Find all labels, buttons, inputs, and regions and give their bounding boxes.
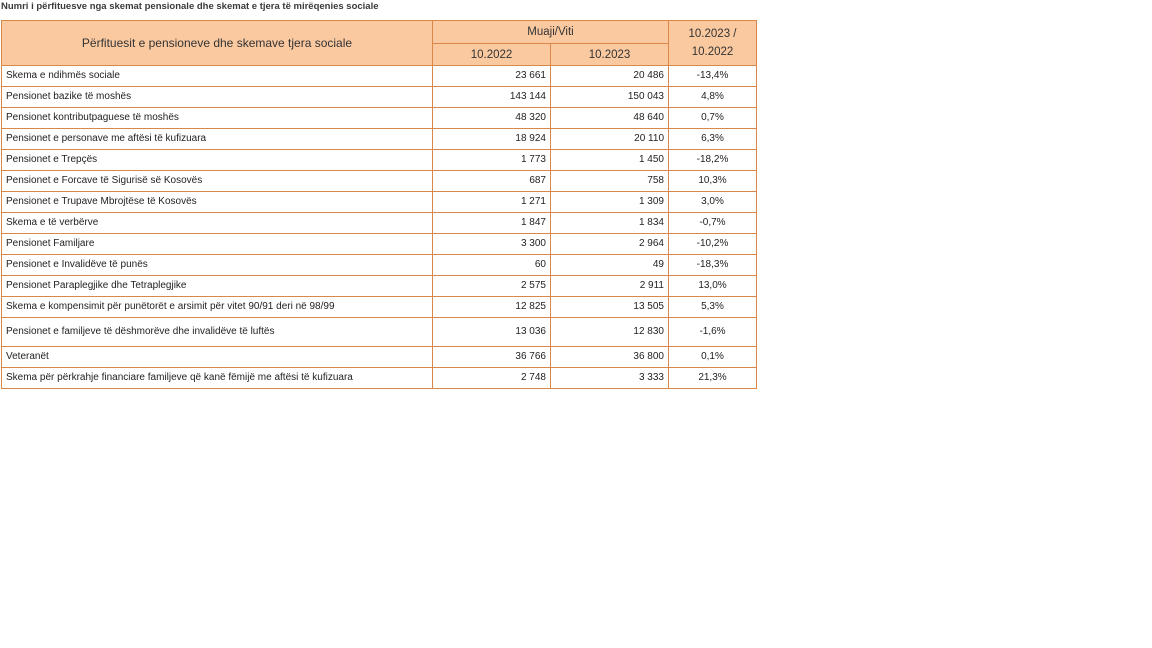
table-row (2, 129, 757, 150)
row-name: Pensionet e Forcave të Sigurisë së Kosovës (2, 171, 433, 192)
row-name: Pensionet e personave me aftësi të kufizuara (2, 129, 433, 150)
row-value-2023: 48 640 (551, 108, 669, 129)
row-change: 4,8% (669, 87, 757, 108)
row-value-2022: 36 766 (433, 347, 551, 368)
row-value-2022: 687 (433, 171, 551, 192)
row-name: Skema e kompensimit për punëtorët e arsimit për vitet 90/91 deri në 98/99 (2, 297, 433, 318)
header-change (669, 21, 757, 66)
row-name: Pensionet bazike të moshës (2, 87, 433, 108)
row-change: -18,2% (669, 150, 757, 171)
row-name: Pensionet Paraplegjike dhe Tetraplegjike (2, 276, 433, 297)
header-col-2023: 10.2023 (551, 44, 669, 66)
row-value-2022: 18 924 (433, 129, 551, 150)
row-change: 5,3% (669, 297, 757, 318)
table-row (2, 87, 757, 108)
table-row (2, 347, 757, 368)
row-value-2023: 758 (551, 171, 669, 192)
table-row (2, 171, 757, 192)
row-value-2022: 12 825 (433, 297, 551, 318)
table-row (2, 276, 757, 297)
row-change: -13,4% (669, 66, 757, 87)
table-row (2, 213, 757, 234)
row-value-2022: 13 036 (433, 318, 551, 347)
row-name: Pensionet e Invalidëve të punës (2, 255, 433, 276)
page-title: Numri i përfituesve nga skemat pensionale dhe skemat e tjera të mirëqenies sociale (1, 1, 379, 12)
row-value-2022: 1 271 (433, 192, 551, 213)
row-value-2023: 20 486 (551, 66, 669, 87)
row-value-2022: 2 748 (433, 368, 551, 389)
row-change: -1,6% (669, 318, 757, 347)
table-row (2, 234, 757, 255)
header-col-2022: 10.2022 (433, 44, 551, 66)
row-value-2023: 20 110 (551, 129, 669, 150)
row-value-2023: 13 505 (551, 297, 669, 318)
row-name: Pensionet e familjeve të dëshmorëve dhe invalidëve të luftës (2, 318, 433, 347)
row-change: 21,3% (669, 368, 757, 389)
table-row (2, 150, 757, 171)
header-change-line1: 10.2023 / (688, 28, 737, 40)
beneficiaries-table (1, 20, 757, 389)
row-change: -0,7% (669, 213, 757, 234)
table-row (2, 368, 757, 389)
row-change: 10,3% (669, 171, 757, 192)
row-change: -10,2% (669, 234, 757, 255)
row-name: Pensionet e Trupave Mbrojtëse të Kosovës (2, 192, 433, 213)
row-name: Skema për përkrahje financiare familjeve që kanë fëmijë me aftësi të kufizuara (2, 368, 433, 389)
row-value-2022: 1 847 (433, 213, 551, 234)
row-value-2023: 36 800 (551, 347, 669, 368)
row-name: Skema e të verbërve (2, 213, 433, 234)
row-value-2022: 23 661 (433, 66, 551, 87)
row-value-2022: 2 575 (433, 276, 551, 297)
row-change: 0,7% (669, 108, 757, 129)
row-change: 6,3% (669, 129, 757, 150)
row-value-2022: 143 144 (433, 87, 551, 108)
row-value-2022: 1 773 (433, 150, 551, 171)
table-row (2, 66, 757, 87)
row-change: -18,3% (669, 255, 757, 276)
row-name: Skema e ndihmës sociale (2, 66, 433, 87)
row-value-2022: 48 320 (433, 108, 551, 129)
table-row (2, 318, 757, 347)
row-change: 13,0% (669, 276, 757, 297)
row-value-2022: 3 300 (433, 234, 551, 255)
header-month-year: Muaji/Viti (433, 21, 669, 44)
header-category: Përfituesit e pensioneve dhe skemave tjera sociale (2, 21, 433, 66)
row-value-2023: 1 834 (551, 213, 669, 234)
table-row (2, 255, 757, 276)
row-name: Pensionet Familjare (2, 234, 433, 255)
row-name: Pensionet e Trepçës (2, 150, 433, 171)
row-name: Pensionet kontributpaguese të moshës (2, 108, 433, 129)
row-name: Veteranët (2, 347, 433, 368)
row-value-2022: 60 (433, 255, 551, 276)
row-value-2023: 1 450 (551, 150, 669, 171)
row-value-2023: 12 830 (551, 318, 669, 347)
row-value-2023: 2 911 (551, 276, 669, 297)
row-change: 3,0% (669, 192, 757, 213)
row-value-2023: 3 333 (551, 368, 669, 389)
row-value-2023: 150 043 (551, 87, 669, 108)
table-row (2, 297, 757, 318)
table-row (2, 192, 757, 213)
row-value-2023: 1 309 (551, 192, 669, 213)
table-row (2, 108, 757, 129)
header-change-line2: 10.2022 (691, 46, 734, 58)
row-value-2023: 49 (551, 255, 669, 276)
row-change: 0,1% (669, 347, 757, 368)
row-value-2023: 2 964 (551, 234, 669, 255)
